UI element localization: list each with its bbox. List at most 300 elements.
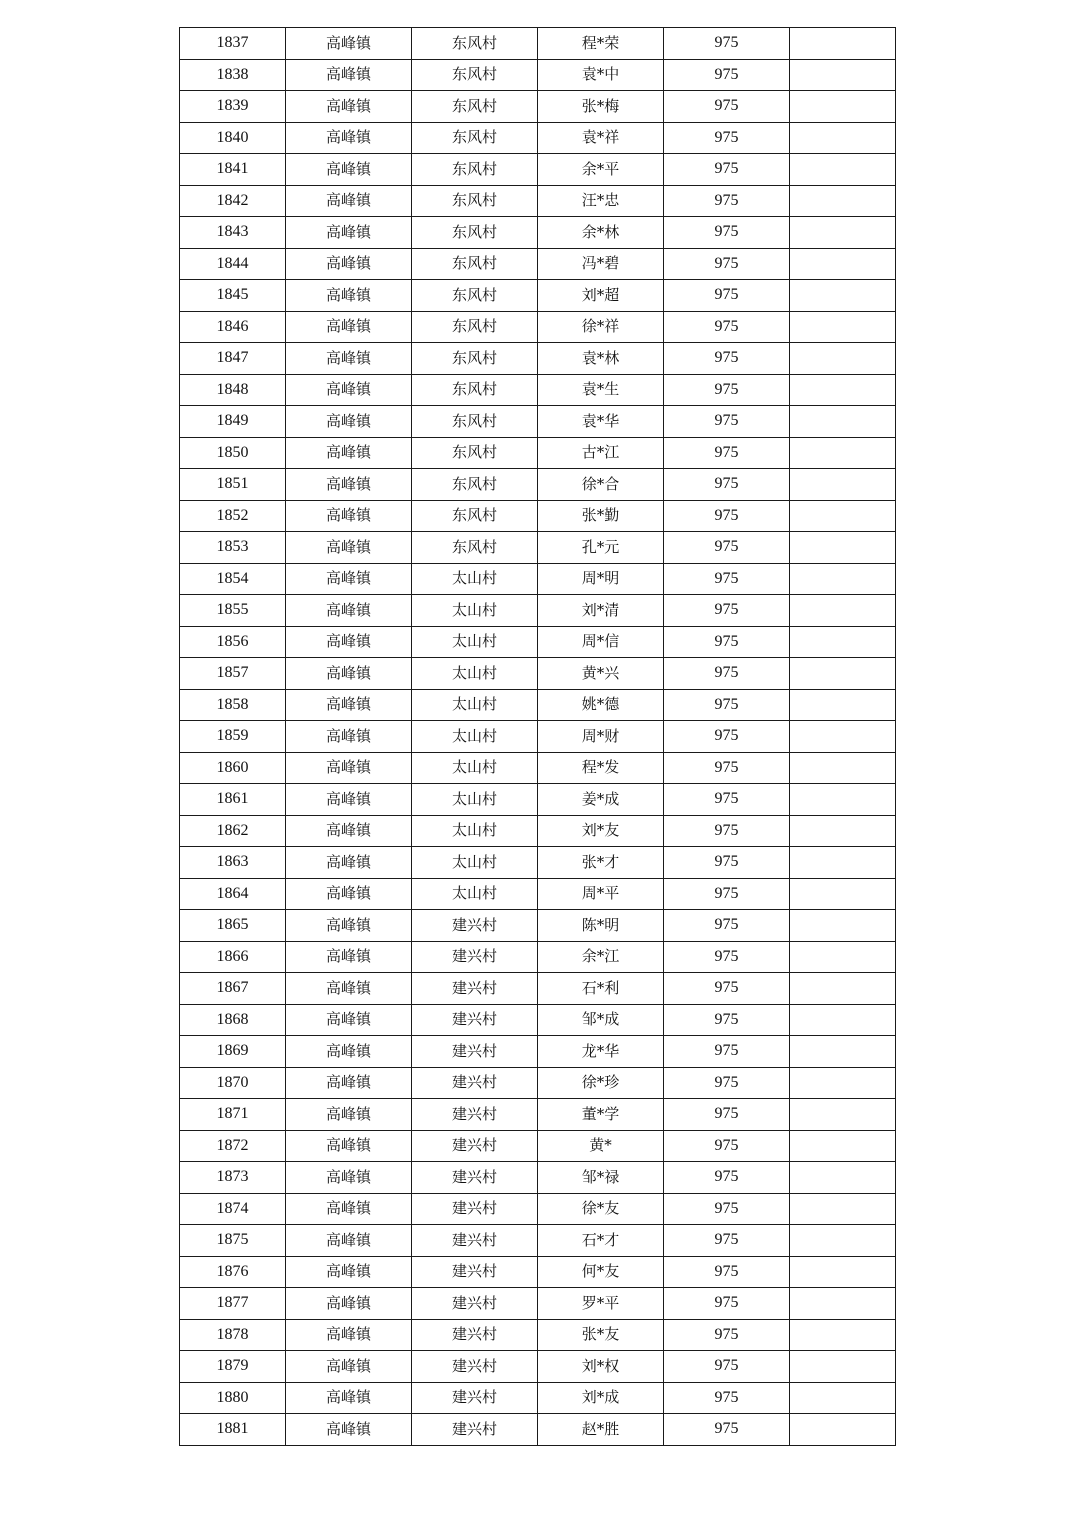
- table-row: [180, 122, 896, 154]
- amount-cell: 975: [664, 689, 790, 721]
- row-number-cell: 1839: [180, 91, 286, 123]
- name-cell: 袁*中: [538, 59, 664, 91]
- town-cell: 高峰镇: [286, 406, 412, 438]
- village-cell: 建兴村: [412, 1288, 538, 1320]
- row-number-cell: 1843: [180, 217, 286, 249]
- amount-cell: 975: [664, 973, 790, 1005]
- town-cell: 高峰镇: [286, 185, 412, 217]
- town-cell: 高峰镇: [286, 1288, 412, 1320]
- village-cell: 东风村: [412, 343, 538, 375]
- village-cell: 东风村: [412, 91, 538, 123]
- amount-cell: 975: [664, 1288, 790, 1320]
- amount-cell: 975: [664, 658, 790, 690]
- table-row: [180, 752, 896, 784]
- name-cell: 徐*祥: [538, 311, 664, 343]
- note-cell: [790, 689, 896, 721]
- row-number-cell: 1850: [180, 437, 286, 469]
- note-cell: [790, 217, 896, 249]
- note-cell: [790, 1288, 896, 1320]
- table-row: [180, 185, 896, 217]
- amount-cell: 975: [664, 1256, 790, 1288]
- row-number-cell: 1870: [180, 1067, 286, 1099]
- note-cell: [790, 563, 896, 595]
- amount-cell: 975: [664, 1036, 790, 1068]
- village-cell: 建兴村: [412, 910, 538, 942]
- note-cell: [790, 973, 896, 1005]
- village-cell: 东风村: [412, 500, 538, 532]
- name-cell: 黄*兴: [538, 658, 664, 690]
- row-number-cell: 1869: [180, 1036, 286, 1068]
- note-cell: [790, 721, 896, 753]
- table-row: [180, 1256, 896, 1288]
- village-cell: 太山村: [412, 595, 538, 627]
- amount-cell: 975: [664, 1414, 790, 1446]
- table-row: [180, 1099, 896, 1131]
- note-cell: [790, 91, 896, 123]
- row-number-cell: 1848: [180, 374, 286, 406]
- name-cell: 石*利: [538, 973, 664, 1005]
- row-number-cell: 1847: [180, 343, 286, 375]
- table-row: [180, 815, 896, 847]
- name-cell: 陈*明: [538, 910, 664, 942]
- town-cell: 高峰镇: [286, 910, 412, 942]
- name-cell: 刘*权: [538, 1351, 664, 1383]
- amount-cell: 975: [664, 122, 790, 154]
- row-number-cell: 1874: [180, 1193, 286, 1225]
- table-body: [180, 28, 896, 1446]
- amount-cell: 975: [664, 1382, 790, 1414]
- name-cell: 袁*生: [538, 374, 664, 406]
- town-cell: 高峰镇: [286, 815, 412, 847]
- town-cell: 高峰镇: [286, 595, 412, 627]
- town-cell: 高峰镇: [286, 941, 412, 973]
- note-cell: [790, 1099, 896, 1131]
- name-cell: 孔*元: [538, 532, 664, 564]
- table-row: [180, 784, 896, 816]
- town-cell: 高峰镇: [286, 59, 412, 91]
- note-cell: [790, 1225, 896, 1257]
- amount-cell: 975: [664, 1099, 790, 1131]
- table-row: [180, 59, 896, 91]
- note-cell: [790, 1256, 896, 1288]
- note-cell: [790, 122, 896, 154]
- name-cell: 张*梅: [538, 91, 664, 123]
- note-cell: [790, 532, 896, 564]
- row-number-cell: 1873: [180, 1162, 286, 1194]
- table-row: [180, 532, 896, 564]
- row-number-cell: 1875: [180, 1225, 286, 1257]
- row-number-cell: 1878: [180, 1319, 286, 1351]
- town-cell: 高峰镇: [286, 658, 412, 690]
- table-row: [180, 941, 896, 973]
- table-row: [180, 1382, 896, 1414]
- row-number-cell: 1856: [180, 626, 286, 658]
- note-cell: [790, 1414, 896, 1446]
- table-row: [180, 1162, 896, 1194]
- village-cell: 东风村: [412, 280, 538, 312]
- amount-cell: 975: [664, 59, 790, 91]
- amount-cell: 975: [664, 1319, 790, 1351]
- row-number-cell: 1857: [180, 658, 286, 690]
- name-cell: 袁*祥: [538, 122, 664, 154]
- row-number-cell: 1876: [180, 1256, 286, 1288]
- town-cell: 高峰镇: [286, 280, 412, 312]
- village-cell: 太山村: [412, 658, 538, 690]
- amount-cell: 975: [664, 311, 790, 343]
- village-cell: 东风村: [412, 437, 538, 469]
- town-cell: 高峰镇: [286, 500, 412, 532]
- town-cell: 高峰镇: [286, 1099, 412, 1131]
- table-row: [180, 91, 896, 123]
- town-cell: 高峰镇: [286, 1319, 412, 1351]
- table-row: [180, 721, 896, 753]
- name-cell: 刘*清: [538, 595, 664, 627]
- note-cell: [790, 406, 896, 438]
- amount-cell: 975: [664, 1130, 790, 1162]
- village-cell: 建兴村: [412, 1256, 538, 1288]
- town-cell: 高峰镇: [286, 28, 412, 60]
- town-cell: 高峰镇: [286, 1004, 412, 1036]
- table-row: [180, 1130, 896, 1162]
- village-cell: 建兴村: [412, 1067, 538, 1099]
- note-cell: [790, 658, 896, 690]
- note-cell: [790, 1351, 896, 1383]
- name-cell: 刘*友: [538, 815, 664, 847]
- name-cell: 石*才: [538, 1225, 664, 1257]
- amount-cell: 975: [664, 500, 790, 532]
- amount-cell: 975: [664, 910, 790, 942]
- village-cell: 建兴村: [412, 1319, 538, 1351]
- table-row: [180, 469, 896, 501]
- row-number-cell: 1881: [180, 1414, 286, 1446]
- town-cell: 高峰镇: [286, 689, 412, 721]
- table-row: [180, 343, 896, 375]
- note-cell: [790, 500, 896, 532]
- table-row: [180, 595, 896, 627]
- table-row: [180, 973, 896, 1005]
- note-cell: [790, 878, 896, 910]
- amount-cell: 975: [664, 595, 790, 627]
- note-cell: [790, 1067, 896, 1099]
- amount-cell: 975: [664, 374, 790, 406]
- village-cell: 太山村: [412, 815, 538, 847]
- town-cell: 高峰镇: [286, 1162, 412, 1194]
- village-cell: 建兴村: [412, 1351, 538, 1383]
- amount-cell: 975: [664, 469, 790, 501]
- note-cell: [790, 154, 896, 186]
- table-row: [180, 500, 896, 532]
- note-cell: [790, 1193, 896, 1225]
- town-cell: 高峰镇: [286, 626, 412, 658]
- note-cell: [790, 941, 896, 973]
- name-cell: 何*友: [538, 1256, 664, 1288]
- note-cell: [790, 1130, 896, 1162]
- note-cell: [790, 311, 896, 343]
- row-number-cell: 1853: [180, 532, 286, 564]
- amount-cell: 975: [664, 1004, 790, 1036]
- village-cell: 太山村: [412, 847, 538, 879]
- village-cell: 东风村: [412, 122, 538, 154]
- table-row: [180, 1288, 896, 1320]
- row-number-cell: 1871: [180, 1099, 286, 1131]
- town-cell: 高峰镇: [286, 91, 412, 123]
- table-row: [180, 1414, 896, 1446]
- village-cell: 建兴村: [412, 1036, 538, 1068]
- amount-cell: 975: [664, 1225, 790, 1257]
- village-cell: 东风村: [412, 374, 538, 406]
- name-cell: 周*平: [538, 878, 664, 910]
- row-number-cell: 1863: [180, 847, 286, 879]
- village-cell: 太山村: [412, 721, 538, 753]
- village-cell: 太山村: [412, 563, 538, 595]
- amount-cell: 975: [664, 784, 790, 816]
- row-number-cell: 1841: [180, 154, 286, 186]
- note-cell: [790, 1036, 896, 1068]
- table-row: [180, 1067, 896, 1099]
- table-row: [180, 1193, 896, 1225]
- table-row: [180, 28, 896, 60]
- name-cell: 姜*成: [538, 784, 664, 816]
- town-cell: 高峰镇: [286, 563, 412, 595]
- row-number-cell: 1846: [180, 311, 286, 343]
- table-row: [180, 689, 896, 721]
- name-cell: 姚*德: [538, 689, 664, 721]
- row-number-cell: 1838: [180, 59, 286, 91]
- name-cell: 冯*碧: [538, 248, 664, 280]
- name-cell: 周*信: [538, 626, 664, 658]
- village-cell: 建兴村: [412, 1193, 538, 1225]
- row-number-cell: 1860: [180, 752, 286, 784]
- village-cell: 东风村: [412, 311, 538, 343]
- row-number-cell: 1845: [180, 280, 286, 312]
- row-number-cell: 1854: [180, 563, 286, 595]
- note-cell: [790, 1162, 896, 1194]
- town-cell: 高峰镇: [286, 1067, 412, 1099]
- amount-cell: 975: [664, 532, 790, 564]
- amount-cell: 975: [664, 1162, 790, 1194]
- amount-cell: 975: [664, 185, 790, 217]
- name-cell: 余*林: [538, 217, 664, 249]
- table-row: [180, 658, 896, 690]
- name-cell: 程*荣: [538, 28, 664, 60]
- name-cell: 古*江: [538, 437, 664, 469]
- amount-cell: 975: [664, 563, 790, 595]
- table-row: [180, 1036, 896, 1068]
- village-cell: 建兴村: [412, 1130, 538, 1162]
- town-cell: 高峰镇: [286, 248, 412, 280]
- table-row: [180, 374, 896, 406]
- table-row: [180, 878, 896, 910]
- name-cell: 周*财: [538, 721, 664, 753]
- note-cell: [790, 595, 896, 627]
- name-cell: 徐*友: [538, 1193, 664, 1225]
- name-cell: 邹*禄: [538, 1162, 664, 1194]
- amount-cell: 975: [664, 91, 790, 123]
- table-row: [180, 563, 896, 595]
- note-cell: [790, 185, 896, 217]
- village-cell: 建兴村: [412, 973, 538, 1005]
- town-cell: 高峰镇: [286, 721, 412, 753]
- name-cell: 龙*华: [538, 1036, 664, 1068]
- row-number-cell: 1849: [180, 406, 286, 438]
- town-cell: 高峰镇: [286, 122, 412, 154]
- amount-cell: 975: [664, 815, 790, 847]
- name-cell: 徐*珍: [538, 1067, 664, 1099]
- village-cell: 建兴村: [412, 1099, 538, 1131]
- town-cell: 高峰镇: [286, 532, 412, 564]
- town-cell: 高峰镇: [286, 154, 412, 186]
- name-cell: 汪*忠: [538, 185, 664, 217]
- amount-cell: 975: [664, 154, 790, 186]
- village-cell: 太山村: [412, 752, 538, 784]
- row-number-cell: 1852: [180, 500, 286, 532]
- village-cell: 太山村: [412, 626, 538, 658]
- table-row: [180, 910, 896, 942]
- row-number-cell: 1862: [180, 815, 286, 847]
- town-cell: 高峰镇: [286, 217, 412, 249]
- row-number-cell: 1842: [180, 185, 286, 217]
- town-cell: 高峰镇: [286, 374, 412, 406]
- town-cell: 高峰镇: [286, 878, 412, 910]
- table-row: [180, 154, 896, 186]
- table-row: [180, 248, 896, 280]
- note-cell: [790, 910, 896, 942]
- note-cell: [790, 469, 896, 501]
- table-row: [180, 280, 896, 312]
- note-cell: [790, 626, 896, 658]
- town-cell: 高峰镇: [286, 1225, 412, 1257]
- amount-cell: 975: [664, 437, 790, 469]
- row-number-cell: 1879: [180, 1351, 286, 1383]
- note-cell: [790, 784, 896, 816]
- village-cell: 东风村: [412, 185, 538, 217]
- amount-cell: 975: [664, 1193, 790, 1225]
- name-cell: 刘*成: [538, 1382, 664, 1414]
- village-cell: 建兴村: [412, 941, 538, 973]
- note-cell: [790, 280, 896, 312]
- row-number-cell: 1867: [180, 973, 286, 1005]
- amount-cell: 975: [664, 248, 790, 280]
- amount-cell: 975: [664, 280, 790, 312]
- village-cell: 东风村: [412, 59, 538, 91]
- name-cell: 张*才: [538, 847, 664, 879]
- row-number-cell: 1859: [180, 721, 286, 753]
- row-number-cell: 1855: [180, 595, 286, 627]
- town-cell: 高峰镇: [286, 1130, 412, 1162]
- town-cell: 高峰镇: [286, 469, 412, 501]
- table-row: [180, 1225, 896, 1257]
- amount-cell: 975: [664, 28, 790, 60]
- row-number-cell: 1865: [180, 910, 286, 942]
- note-cell: [790, 343, 896, 375]
- name-cell: 袁*林: [538, 343, 664, 375]
- row-number-cell: 1837: [180, 28, 286, 60]
- name-cell: 徐*合: [538, 469, 664, 501]
- village-cell: 太山村: [412, 878, 538, 910]
- town-cell: 高峰镇: [286, 1414, 412, 1446]
- village-cell: 建兴村: [412, 1004, 538, 1036]
- row-number-cell: 1840: [180, 122, 286, 154]
- town-cell: 高峰镇: [286, 1036, 412, 1068]
- table-row: [180, 406, 896, 438]
- table-row: [180, 217, 896, 249]
- amount-cell: 975: [664, 343, 790, 375]
- amount-cell: 975: [664, 752, 790, 784]
- amount-cell: 975: [664, 941, 790, 973]
- note-cell: [790, 1319, 896, 1351]
- town-cell: 高峰镇: [286, 1382, 412, 1414]
- table-row: [180, 847, 896, 879]
- row-number-cell: 1877: [180, 1288, 286, 1320]
- table-row: [180, 626, 896, 658]
- amount-cell: 975: [664, 847, 790, 879]
- name-cell: 黄*: [538, 1130, 664, 1162]
- table-row: [180, 437, 896, 469]
- village-cell: 东风村: [412, 217, 538, 249]
- village-cell: 东风村: [412, 406, 538, 438]
- town-cell: 高峰镇: [286, 343, 412, 375]
- row-number-cell: 1866: [180, 941, 286, 973]
- table-row: [180, 311, 896, 343]
- town-cell: 高峰镇: [286, 311, 412, 343]
- table-row: [180, 1004, 896, 1036]
- row-number-cell: 1872: [180, 1130, 286, 1162]
- note-cell: [790, 248, 896, 280]
- village-cell: 东风村: [412, 28, 538, 60]
- town-cell: 高峰镇: [286, 1193, 412, 1225]
- name-cell: 程*发: [538, 752, 664, 784]
- name-cell: 余*平: [538, 154, 664, 186]
- town-cell: 高峰镇: [286, 1256, 412, 1288]
- village-cell: 建兴村: [412, 1225, 538, 1257]
- village-cell: 太山村: [412, 784, 538, 816]
- row-number-cell: 1844: [180, 248, 286, 280]
- row-number-cell: 1864: [180, 878, 286, 910]
- village-cell: 建兴村: [412, 1382, 538, 1414]
- name-cell: 赵*胜: [538, 1414, 664, 1446]
- village-cell: 东风村: [412, 532, 538, 564]
- amount-cell: 975: [664, 406, 790, 438]
- village-cell: 东风村: [412, 469, 538, 501]
- name-cell: 张*友: [538, 1319, 664, 1351]
- name-cell: 袁*华: [538, 406, 664, 438]
- note-cell: [790, 437, 896, 469]
- village-cell: 东风村: [412, 154, 538, 186]
- note-cell: [790, 815, 896, 847]
- name-cell: 刘*超: [538, 280, 664, 312]
- amount-cell: 975: [664, 878, 790, 910]
- note-cell: [790, 374, 896, 406]
- amount-cell: 975: [664, 721, 790, 753]
- amount-cell: 975: [664, 1351, 790, 1383]
- note-cell: [790, 1004, 896, 1036]
- village-cell: 建兴村: [412, 1162, 538, 1194]
- note-cell: [790, 28, 896, 60]
- note-cell: [790, 847, 896, 879]
- note-cell: [790, 752, 896, 784]
- village-cell: 建兴村: [412, 1414, 538, 1446]
- amount-cell: 975: [664, 1067, 790, 1099]
- row-number-cell: 1851: [180, 469, 286, 501]
- name-cell: 周*明: [538, 563, 664, 595]
- name-cell: 邹*成: [538, 1004, 664, 1036]
- town-cell: 高峰镇: [286, 847, 412, 879]
- village-cell: 东风村: [412, 248, 538, 280]
- table-row: [180, 1351, 896, 1383]
- town-cell: 高峰镇: [286, 752, 412, 784]
- amount-cell: 975: [664, 626, 790, 658]
- village-cell: 太山村: [412, 689, 538, 721]
